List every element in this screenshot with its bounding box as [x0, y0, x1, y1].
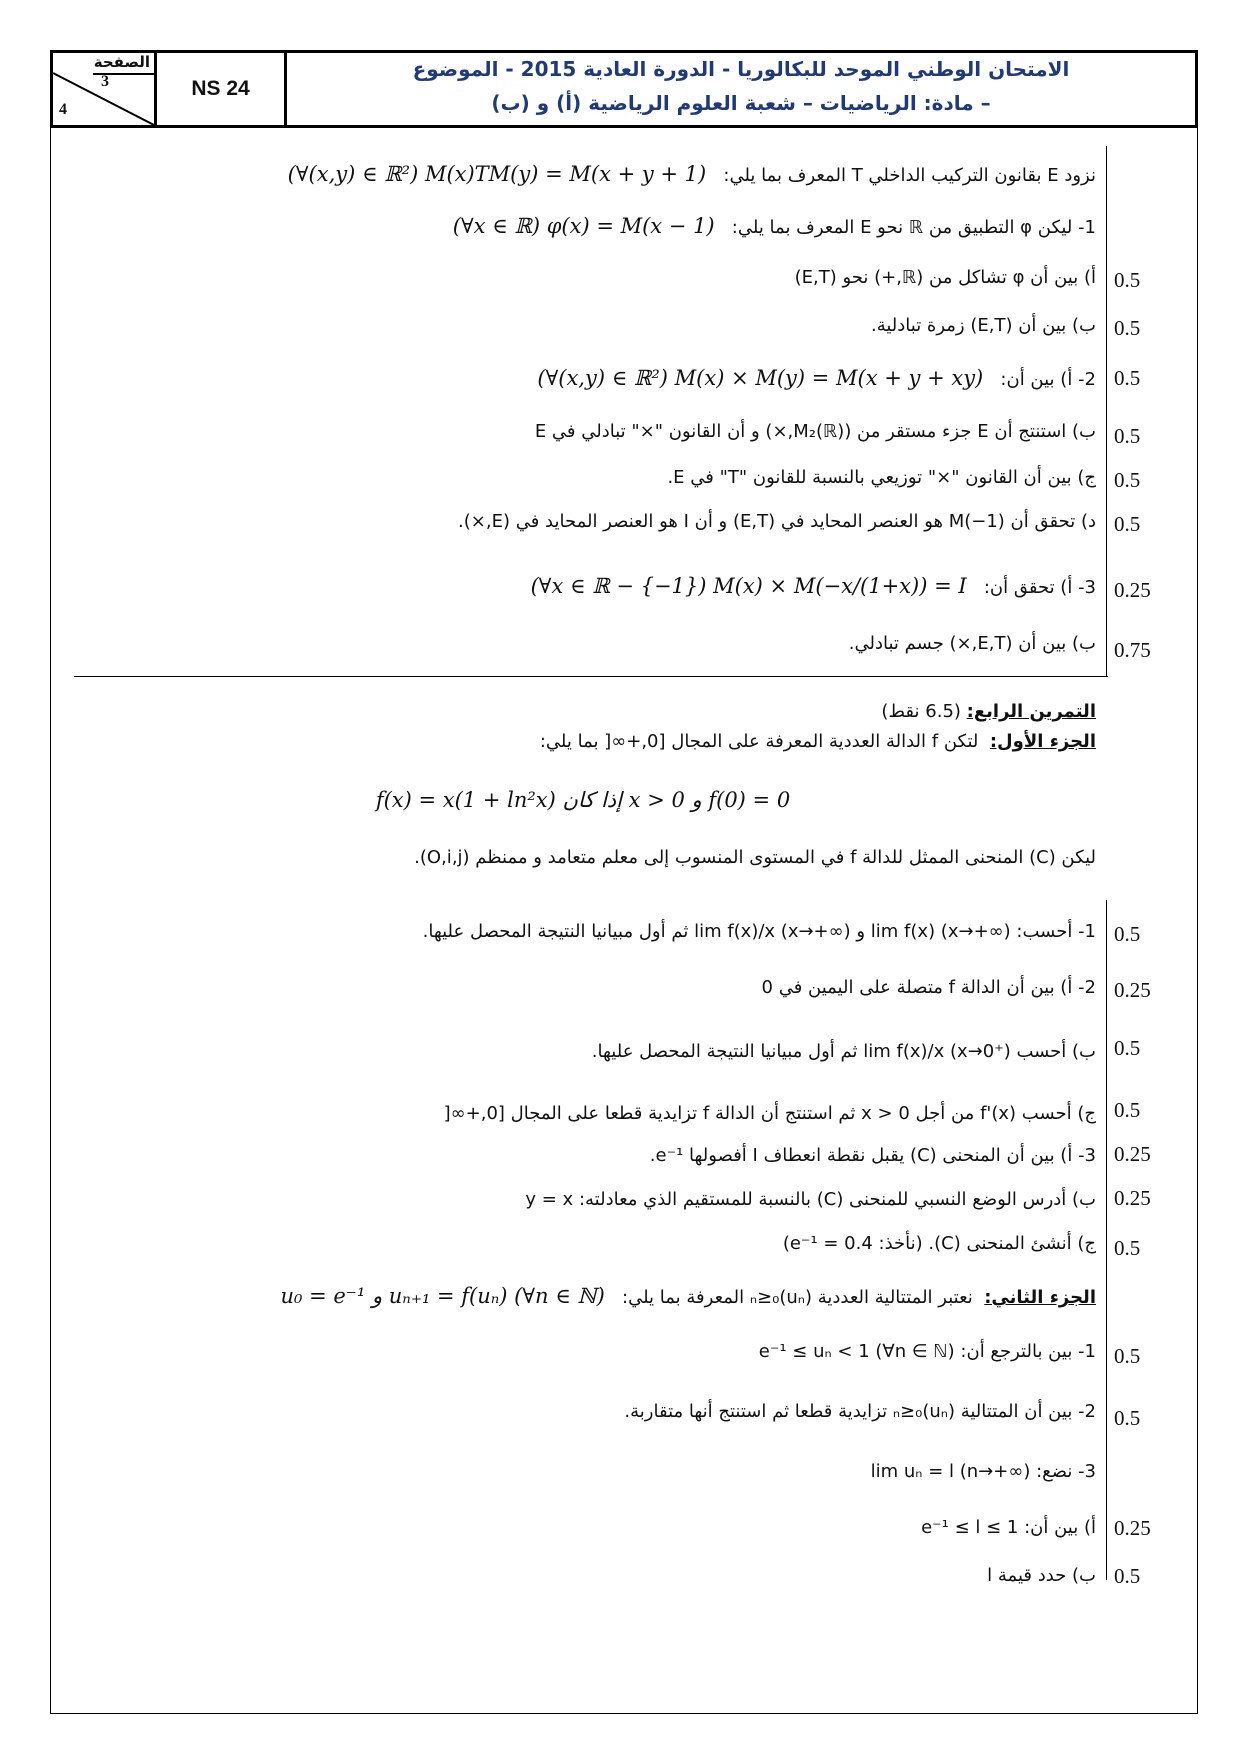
- q2a-math: (∀(x,y) ∈ ℝ²) M(x) × M(y) = M(x + y + xy): [537, 366, 984, 390]
- part2-text: نعتبر المتتالية العددية (uₙ)ₙ≥₀ المعرفة بما يلي:: [622, 1287, 973, 1308]
- p2-q2: 2- بين أن المتتالية (uₙ)ₙ≥₀ تزايدية قطعا ثم استنتج أنها متقاربة.: [624, 1401, 1096, 1422]
- p2-q3b: ب) حدد قيمة l: [987, 1565, 1096, 1586]
- title-line-2: – مادة: الرياضيات – شعبة العلوم الرياضية (أ) و (ب): [491, 91, 991, 115]
- points: 0.5: [1114, 1406, 1141, 1430]
- points: 0.5: [1114, 512, 1141, 536]
- points-column-rule-2: [1106, 900, 1107, 1580]
- q3b-line: ب) بين أن (E,T,×) جسم تبادلي.: [848, 633, 1096, 654]
- q2a-text: 2- أ) بين أن:: [1000, 369, 1096, 390]
- ex4-q3b: ب) أدرس الوضع النسبي للمنحنى (C) بالنسبة للمستقيم الذي معادلته: y = x: [525, 1189, 1096, 1210]
- definition-math: f(x) = x(1 + ln²x) إذا كان x > 0 و f(0) = 0: [375, 788, 791, 812]
- points: 0.5: [1114, 468, 1141, 492]
- part2-intro-line: [70, 1282, 1096, 1310]
- q2b-line: ب) استنتج أن E جزء مستقر من (M₂(ℝ),×) و أن القانون "×" تبادلي في E: [534, 421, 1096, 442]
- ex4-q2b: ب) أحسب lim f(x)/x (x→0⁺) ثم أول مبيانيا النتيجة المحصل عليها.: [591, 1041, 1096, 1062]
- ex4-q3a: 3- أ) بين أن المنحنى (C) يقبل نقطة انعطاف I أفصولها e⁻¹.: [649, 1145, 1096, 1166]
- page-indicator: [53, 53, 157, 125]
- points: 0.5: [1114, 922, 1141, 946]
- points: 0.75: [1114, 638, 1151, 662]
- function-definition: [70, 786, 1096, 816]
- page-label: الصفحة: [93, 53, 150, 71]
- points: 0.5: [1114, 1236, 1141, 1260]
- q3a-text: 3- أ) تحقق أن:: [983, 577, 1096, 598]
- page-total: 4: [59, 101, 67, 118]
- q1-text: 1- ليكن φ التطبيق من ℝ نحو E المعرف بما يلي:: [731, 217, 1096, 238]
- intro-math: (∀(x,y) ∈ ℝ²) M(x)TM(y) = M(x + y + 1): [287, 162, 707, 186]
- title-line-1: الامتحان الوطني الموحد للبكالوريا - الدورة العادية 2015 - الموضوع: [412, 57, 1070, 81]
- section-separator: [74, 676, 1108, 677]
- curve-text: ليكن (C) المنحنى الممثل للدالة f في المستوى المنسوب إلى معلم متعامد و ممنظم (O,i,j).: [414, 847, 1096, 868]
- points: 0.5: [1114, 424, 1141, 448]
- points: 0.5: [1114, 366, 1141, 390]
- exam-header: [50, 50, 1198, 128]
- exercise4-title: التمرين الرابع:: [966, 701, 1096, 722]
- q1a-line: أ) بين أن φ تشاكل من (ℝ,+) نحو (E,T): [794, 267, 1096, 288]
- exam-title: [287, 53, 1195, 125]
- points: 0.5: [1114, 1036, 1141, 1060]
- q1-math: (∀x ∈ ℝ) φ(x) = M(x − 1): [452, 214, 715, 238]
- points: 0.25: [1114, 1516, 1151, 1540]
- p2-q1: 1- بين بالترجع أن: e⁻¹ ≤ uₙ < 1 (∀n ∈ ℕ): [758, 1341, 1096, 1362]
- part2-title: الجزء الثاني:: [984, 1287, 1096, 1308]
- q3a-line: [70, 572, 1096, 600]
- p2-q3: 3- نضع: lim uₙ = l (n→+∞): [870, 1461, 1096, 1482]
- ex4-q2c: ج) أحسب f'(x) من أجل x > 0 ثم استنتج أن الدالة f تزايدية قطعا على المجال [0,+∞[: [443, 1103, 1096, 1124]
- ex4-q2a: 2- أ) بين أن الدالة f متصلة على اليمين في 0: [761, 977, 1096, 998]
- exercise4-points-total: (6.5 نقط): [881, 701, 961, 722]
- ex4-q3c: ج) أنشئ المنحنى (C). (نأخذ: e⁻¹ = 0.4): [782, 1233, 1096, 1254]
- q1-line: [70, 212, 1096, 240]
- part1-text: لتكن f الدالة العددية المعرفة على المجال [0,+∞[ بما يلي:: [539, 731, 979, 752]
- points: 0.5: [1114, 1564, 1141, 1588]
- intro-text: نزود E بقانون التركيب الداخلي T المعرف بما يلي:: [723, 165, 1096, 186]
- points: 0.5: [1114, 1344, 1141, 1368]
- exam-code: NS 24: [157, 53, 287, 125]
- exercise4-title-line: [70, 700, 1096, 724]
- points: 0.25: [1114, 978, 1151, 1002]
- q2a-line: [70, 364, 1096, 392]
- q2c-line: ج) بين أن القانون "×" توزيعي بالنسبة للقانون "T" في E.: [667, 467, 1096, 488]
- intro-line: [70, 160, 1096, 188]
- q2d-line: د) تحقق أن M(−1) هو العنصر المحايد في (E,T) و أن I هو العنصر المحايد في (E,×).: [458, 511, 1096, 532]
- ex4-q1: 1- أحسب: lim f(x) (x→+∞) و lim f(x)/x (x→+∞) ثم أول مبيانيا النتيجة المحصل عليها.: [422, 921, 1096, 942]
- points: 0.5: [1114, 268, 1141, 292]
- points: 0.25: [1114, 578, 1151, 602]
- points-column-rule-1: [1106, 146, 1107, 676]
- p2-q3a: أ) بين أن: e⁻¹ ≤ l ≤ 1: [921, 1517, 1096, 1538]
- q1b-line: ب) بين أن (E,T) زمرة تبادلية.: [870, 315, 1096, 336]
- points: 0.5: [1114, 1098, 1141, 1122]
- part2-math: u₀ = e⁻¹ و uₙ₊₁ = f(uₙ) (∀n ∈ ℕ): [280, 1284, 605, 1308]
- page-number: 3: [101, 73, 109, 90]
- points: 0.25: [1114, 1142, 1151, 1166]
- q3a-math: (∀x ∈ ℝ − {−1}) M(x) × M(−x/(1+x)) = I: [530, 574, 967, 598]
- points: 0.5: [1114, 316, 1141, 340]
- part1-title: الجزء الأول:: [989, 731, 1096, 752]
- part1-intro-line: [70, 730, 1096, 754]
- points: 0.25: [1114, 1186, 1151, 1210]
